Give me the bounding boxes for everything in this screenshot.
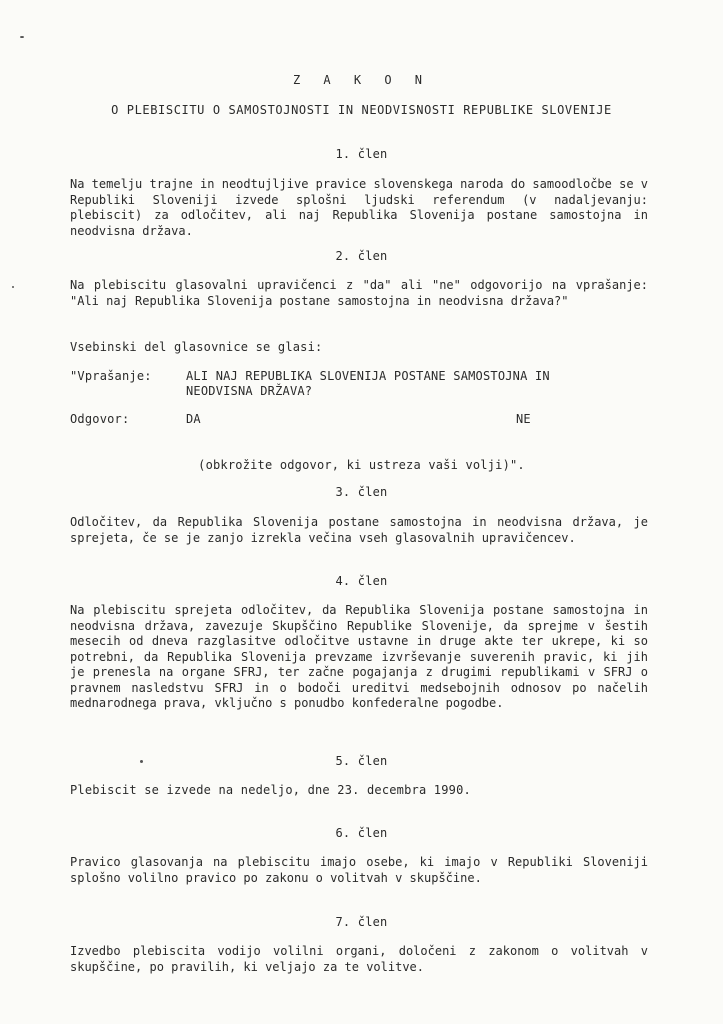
article-6-heading: 6. člen: [335, 826, 388, 840]
scan-speck: [20, 36, 24, 38]
article-1-heading: 1. člen: [335, 147, 388, 161]
article-4-heading: 4. člen: [335, 574, 388, 588]
ballot-question-line-2: NEODVISNA DRŽAVA?: [186, 384, 313, 398]
ballot-question-label: "Vprašanje:: [70, 369, 152, 383]
ballot-question-line-1: ALI NAJ REPUBLIKA SLOVENIJA POSTANE SAMOSTOJNA IN: [186, 369, 550, 383]
article-1-paragraph: Na temelju trajne in neodtujljive pravice slovenskega naroda do samoodločbe se v Republiki Sloveniji izvede splošni ljudski referendum (v nadaljevanju: plebiscit) za odločitev, ali naj Republika Slovenija postane samostojna in neodvisna država.: [70, 177, 648, 238]
article-6-paragraph: Pravico glasovanja na plebiscitu imajo osebe, ki imajo v Republiki Sloveniji splošno volilno pravico po zakonu o volitvah v skupščine.: [70, 855, 648, 885]
ballot-answer-no: NE: [516, 412, 531, 426]
article-2-ballot-intro: Vsebinski del glasovnice se glasi:: [70, 340, 323, 354]
article-4-paragraph: Na plebiscitu sprejeta odločitev, da Republika Slovenija postane samostojna in neodvisna država, zavezuje Skupščino Republike Slovenije, da sprejme v šestih mesecih od dneva razglasitve odločitve ustavne in druge akte ter ukrepe, ki so potrebni, da Republika Slovenija prevzame izvrševanje suverenih pravic, ki jih je prenesla na organe SFRJ, ter začne pogajanja z drugimi republikami v SFRJ o pravnem nasledstvu SFRJ in o bodoči ureditvi medsebojnih odnosov po načelih mednarodnega prava, vključno s ponudbo konfederalne pogodbe.: [70, 603, 648, 710]
article-2-paragraph: Na plebiscitu glasovalni upravičenci z "da" ali "ne" odgovorijo na vprašanje: "Ali naj Republika Slovenija postane samostojna in neodvisna država?": [70, 278, 648, 308]
article-7-heading: 7. člen: [335, 915, 388, 929]
ballot-instruction: (obkrožite odgovor, ki ustreza vaši volji)".: [198, 458, 525, 472]
ballot-answer-yes: DA: [186, 412, 201, 426]
law-title: Z A K O N: [292, 73, 431, 87]
article-3-paragraph: Odločitev, da Republika Slovenija postane samostojna in neodvisna država, je sprejeta, če se je zanjo izrekla večina vseh glasovalnih upravičencev.: [70, 515, 648, 545]
ballot-answer-label: Odgovor:: [70, 412, 130, 426]
law-subtitle: O PLEBISCITU O SAMOSTOJNOSTI IN NEODVISNOSTI REPUBLIKE SLOVENIJE: [111, 103, 612, 117]
article-7-paragraph: Izvedbo plebiscita vodijo volilni organi, določeni z zakonom o volitvah v skupščine, po pravilih, ki veljajo za te volitve.: [70, 944, 648, 974]
article-5-heading: 5. člen: [335, 754, 388, 768]
scan-speck: [12, 286, 14, 288]
article-2-heading: 2. člen: [335, 249, 388, 263]
article-3-heading: 3. člen: [335, 485, 388, 499]
article-5-paragraph: Plebiscit se izvede na nedeljo, dne 23. decembra 1990.: [70, 783, 471, 797]
scan-speck: [140, 760, 143, 763]
